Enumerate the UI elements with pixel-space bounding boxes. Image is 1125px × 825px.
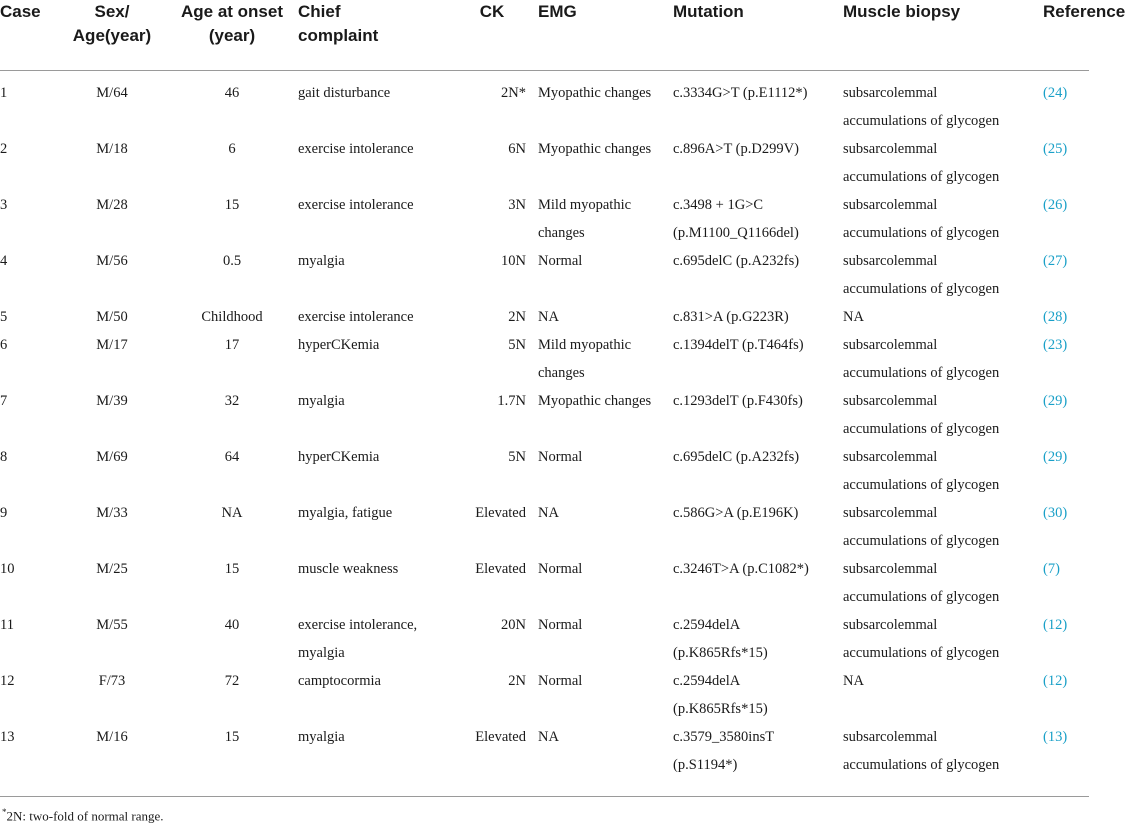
header-line: Sex/ <box>94 2 130 21</box>
cell-mutation <box>673 667 843 723</box>
cell-line: Normal <box>538 617 583 633</box>
cell-age-onset: 46 <box>224 85 240 101</box>
cell-line: subsarcolemmal <box>843 85 938 101</box>
cell-line: muscle weakness <box>298 561 399 577</box>
cell-muscle-biopsy <box>843 555 1043 611</box>
cell-case: 12 <box>0 673 15 689</box>
cell-line: subsarcolemmal <box>843 617 938 633</box>
cell-chief-complaint <box>298 71 448 136</box>
table-row <box>0 303 1089 331</box>
cell-case: 4 <box>0 253 8 269</box>
table-row <box>0 611 1089 667</box>
cell-line: accumulations of glycogen <box>843 281 1000 297</box>
table-row <box>0 387 1089 443</box>
cell-line: (p.K865Rfs*15) <box>673 645 768 661</box>
cell-chief-complaint <box>298 135 448 191</box>
cell-reference[interactable]: (7) <box>1043 561 1060 577</box>
header-line: complaint <box>298 26 379 45</box>
cell-mutation <box>673 443 843 499</box>
cell-reference[interactable]: (30) <box>1043 505 1068 521</box>
cell-reference[interactable]: (29) <box>1043 393 1068 409</box>
cell-chief-complaint <box>298 611 448 667</box>
header-line: Chief <box>298 2 341 21</box>
cell-case: 8 <box>0 449 8 465</box>
cell-sex-age: F/73 <box>98 673 126 689</box>
cell-ck: 10N <box>501 253 526 269</box>
cell-line: accumulations of glycogen <box>843 589 1000 605</box>
cell-emg <box>538 331 673 387</box>
header-reference <box>1043 0 1125 71</box>
cell-chief-complaint <box>298 191 448 247</box>
cell-chief-complaint <box>298 667 448 723</box>
cell-reference[interactable]: (26) <box>1043 197 1068 213</box>
cell-ck: 3N <box>508 197 526 213</box>
table-header-row <box>0 0 1089 71</box>
cell-line: myalgia <box>298 645 345 661</box>
cell-ck: 2N <box>508 309 526 325</box>
cell-line: myalgia, fatigue <box>298 505 393 521</box>
cell-mutation <box>673 135 843 191</box>
cell-line: gait disturbance <box>298 85 391 101</box>
cell-line: Normal <box>538 449 583 465</box>
cell-sex-age: M/17 <box>96 337 128 353</box>
header-ck <box>448 0 538 71</box>
cell-muscle-biopsy <box>843 331 1043 387</box>
header-line: (year) <box>208 26 256 45</box>
cell-line: Myopathic changes <box>538 141 652 157</box>
cell-reference[interactable]: (28) <box>1043 309 1068 325</box>
cell-case: 5 <box>0 309 8 325</box>
cell-reference[interactable]: (12) <box>1043 617 1068 633</box>
cell-line: subsarcolemmal <box>843 505 938 521</box>
cell-reference[interactable]: (27) <box>1043 253 1068 269</box>
table-bottom-rule <box>0 796 1089 797</box>
cell-age-onset: 72 <box>224 673 240 689</box>
cell-muscle-biopsy <box>843 247 1043 303</box>
cell-emg <box>538 387 673 443</box>
cell-sex-age: M/28 <box>96 197 128 213</box>
cell-line: subsarcolemmal <box>843 337 938 353</box>
footnote-mark: * <box>2 807 7 817</box>
cell-line: c.3246T>A (p.C1082*) <box>673 561 809 577</box>
cell-line: accumulations of glycogen <box>843 421 1000 437</box>
cell-line: changes <box>538 365 585 381</box>
cell-mutation <box>673 723 843 779</box>
cell-line: NA <box>843 309 864 325</box>
header-line: CK <box>479 2 505 21</box>
cell-emg <box>538 723 673 779</box>
cell-line: exercise intolerance <box>298 197 414 213</box>
cell-sex-age: M/64 <box>96 85 128 101</box>
cell-age-onset: NA <box>221 505 243 521</box>
cell-emg <box>538 247 673 303</box>
cell-line: (p.S1194*) <box>673 757 738 773</box>
header-age-onset <box>168 0 298 71</box>
table-row <box>0 331 1089 387</box>
cell-line: changes <box>538 225 585 241</box>
cell-ck: 6N <box>508 141 526 157</box>
header-line: Reference <box>1043 2 1125 21</box>
cell-line: c.1293delT (p.F430fs) <box>673 393 803 409</box>
cell-line: Normal <box>538 253 583 269</box>
cell-sex-age: M/16 <box>96 729 128 745</box>
header-case <box>0 0 58 71</box>
cell-line: subsarcolemmal <box>843 449 938 465</box>
cell-line: subsarcolemmal <box>843 141 938 157</box>
cell-reference[interactable]: (29) <box>1043 449 1068 465</box>
cell-emg <box>538 611 673 667</box>
cell-case: 7 <box>0 393 8 409</box>
header-muscle-biopsy <box>843 0 1043 71</box>
cell-line: c.831>A (p.G223R) <box>673 309 789 325</box>
cell-line: c.896A>T (p.D299V) <box>673 141 799 157</box>
cell-age-onset: 15 <box>224 561 240 577</box>
cell-line: c.3579_3580insT <box>673 729 775 745</box>
cell-chief-complaint <box>298 387 448 443</box>
table-body <box>0 71 1089 780</box>
cell-line: myalgia <box>298 729 345 745</box>
cell-line: subsarcolemmal <box>843 393 938 409</box>
cell-line: NA <box>538 309 559 325</box>
cell-chief-complaint <box>298 443 448 499</box>
cell-line: c.586G>A (p.E196K) <box>673 505 799 521</box>
cell-muscle-biopsy <box>843 723 1043 779</box>
cell-line: c.695delC (p.A232fs) <box>673 253 800 269</box>
cell-line: accumulations of glycogen <box>843 113 1000 129</box>
table-row <box>0 247 1089 303</box>
cell-line: myalgia <box>298 253 345 269</box>
table-row <box>0 191 1089 247</box>
cell-case: 13 <box>0 729 15 745</box>
cell-case: 1 <box>0 85 8 101</box>
cell-age-onset: 64 <box>224 449 240 465</box>
cell-line: hyperCKemia <box>298 449 380 465</box>
cell-age-onset: 32 <box>224 393 240 409</box>
cell-case: 11 <box>0 617 14 633</box>
cell-line: (p.M1100_Q1166del) <box>673 225 799 241</box>
cell-line: c.695delC (p.A232fs) <box>673 449 800 465</box>
cell-chief-complaint <box>298 303 448 331</box>
header-line: Mutation <box>673 2 744 21</box>
cell-emg <box>538 443 673 499</box>
cell-line: Myopathic changes <box>538 85 652 101</box>
cell-emg <box>538 555 673 611</box>
table-row <box>0 71 1089 136</box>
footnote-text: 2N: two-fold of normal range. <box>6 808 164 824</box>
cell-ck: 20N <box>501 617 526 633</box>
cell-sex-age: M/33 <box>96 505 128 521</box>
cell-chief-complaint <box>298 247 448 303</box>
cell-case: 10 <box>0 561 15 577</box>
table-row <box>0 667 1089 723</box>
header-emg <box>538 0 673 71</box>
cell-muscle-biopsy <box>843 71 1043 136</box>
cell-line: Normal <box>538 673 583 689</box>
header-line: EMG <box>538 2 577 21</box>
cell-line: accumulations of glycogen <box>843 365 1000 381</box>
cell-ck: 2N* <box>501 85 526 101</box>
table-row <box>0 499 1089 555</box>
table-row <box>0 443 1089 499</box>
cell-line: c.3498 + 1G>C <box>673 197 764 213</box>
cell-line: accumulations of glycogen <box>843 645 1000 661</box>
cell-muscle-biopsy <box>843 667 1043 723</box>
cell-line: subsarcolemmal <box>843 561 938 577</box>
cell-muscle-biopsy <box>843 303 1043 331</box>
cell-line: myalgia <box>298 393 345 409</box>
cell-line: hyperCKemia <box>298 337 380 353</box>
cell-line: exercise intolerance <box>298 309 414 325</box>
header-line: Muscle biopsy <box>843 2 961 21</box>
cell-line: exercise intolerance <box>298 141 414 157</box>
header-sex-age <box>58 0 168 71</box>
cell-age-onset: 40 <box>224 617 240 633</box>
cell-chief-complaint <box>298 331 448 387</box>
cell-line: Normal <box>538 561 583 577</box>
cell-muscle-biopsy <box>843 135 1043 191</box>
table-row <box>0 135 1089 191</box>
cell-ck: Elevated <box>475 561 526 577</box>
cell-muscle-biopsy <box>843 387 1043 443</box>
table-row <box>0 555 1089 611</box>
cell-emg <box>538 135 673 191</box>
cell-mutation <box>673 611 843 667</box>
cell-reference[interactable]: (13) <box>1043 729 1068 745</box>
cell-line: Mild myopathic <box>538 337 632 353</box>
cell-line: Myopathic changes <box>538 393 652 409</box>
cell-age-onset: 17 <box>224 337 240 353</box>
cell-chief-complaint <box>298 499 448 555</box>
cell-case: 9 <box>0 505 8 521</box>
cell-emg <box>538 667 673 723</box>
cell-emg <box>538 303 673 331</box>
cell-line: Mild myopathic <box>538 197 632 213</box>
cell-age-onset: 15 <box>224 729 240 745</box>
cell-emg <box>538 71 673 136</box>
cell-ck: 5N <box>508 449 526 465</box>
cell-chief-complaint <box>298 723 448 779</box>
cell-muscle-biopsy <box>843 611 1043 667</box>
cell-line: NA <box>843 673 864 689</box>
cell-mutation <box>673 303 843 331</box>
cell-age-onset: Childhood <box>201 309 263 325</box>
cell-reference[interactable]: (23) <box>1043 337 1068 353</box>
cell-mutation <box>673 387 843 443</box>
cell-mutation <box>673 555 843 611</box>
cell-line: subsarcolemmal <box>843 729 938 745</box>
cell-mutation <box>673 247 843 303</box>
cell-case: 2 <box>0 141 8 157</box>
cell-line: accumulations of glycogen <box>843 533 1000 549</box>
cell-sex-age: M/25 <box>96 561 128 577</box>
cell-line: (p.K865Rfs*15) <box>673 701 768 717</box>
header-line: Age at onset <box>180 2 284 21</box>
cell-muscle-biopsy <box>843 443 1043 499</box>
cell-age-onset: 0.5 <box>222 253 242 269</box>
cell-reference[interactable]: (25) <box>1043 141 1068 157</box>
cell-reference[interactable]: (24) <box>1043 85 1068 101</box>
cell-ck: Elevated <box>475 505 526 521</box>
cell-sex-age: M/69 <box>96 449 128 465</box>
cell-mutation <box>673 191 843 247</box>
cell-sex-age: M/18 <box>96 141 128 157</box>
table-row <box>0 723 1089 779</box>
cell-line: c.3334G>T (p.E1112*) <box>673 85 808 101</box>
cell-case: 6 <box>0 337 8 353</box>
header-line: Case <box>0 2 41 21</box>
cell-mutation <box>673 331 843 387</box>
cell-line: accumulations of glycogen <box>843 757 1000 773</box>
cell-line: subsarcolemmal <box>843 197 938 213</box>
cell-line: c.2594delA <box>673 673 741 689</box>
cell-chief-complaint <box>298 555 448 611</box>
cell-emg <box>538 191 673 247</box>
cell-line: accumulations of glycogen <box>843 477 1000 493</box>
cell-age-onset: 6 <box>228 141 236 157</box>
cell-line: c.1394delT (p.T464fs) <box>673 337 804 353</box>
cell-sex-age: M/56 <box>96 253 128 269</box>
cell-line: camptocormia <box>298 673 381 689</box>
cell-ck: 1.7N <box>497 393 526 409</box>
table-footnote <box>2 803 164 825</box>
cell-age-onset: 15 <box>224 197 240 213</box>
header-chief-complaint <box>298 0 448 71</box>
cell-sex-age: M/50 <box>96 309 128 325</box>
cell-sex-age: M/55 <box>96 617 128 633</box>
header-line: Age(year) <box>72 26 152 45</box>
cell-line: NA <box>538 505 559 521</box>
header-mutation <box>673 0 843 71</box>
cell-line: accumulations of glycogen <box>843 225 1000 241</box>
cell-mutation <box>673 499 843 555</box>
cell-line: accumulations of glycogen <box>843 169 1000 185</box>
cell-emg <box>538 499 673 555</box>
cell-reference[interactable]: (12) <box>1043 673 1068 689</box>
cell-case: 3 <box>0 197 8 213</box>
cell-muscle-biopsy <box>843 191 1043 247</box>
cell-mutation <box>673 71 843 136</box>
cell-line: c.2594delA <box>673 617 741 633</box>
cell-ck: 5N <box>508 337 526 353</box>
cell-line: subsarcolemmal <box>843 253 938 269</box>
cell-line: NA <box>538 729 559 745</box>
cell-line: exercise intolerance, <box>298 617 418 633</box>
cell-muscle-biopsy <box>843 499 1043 555</box>
cell-sex-age: M/39 <box>96 393 128 409</box>
cell-ck: 2N <box>508 673 526 689</box>
cell-ck: Elevated <box>475 729 526 745</box>
